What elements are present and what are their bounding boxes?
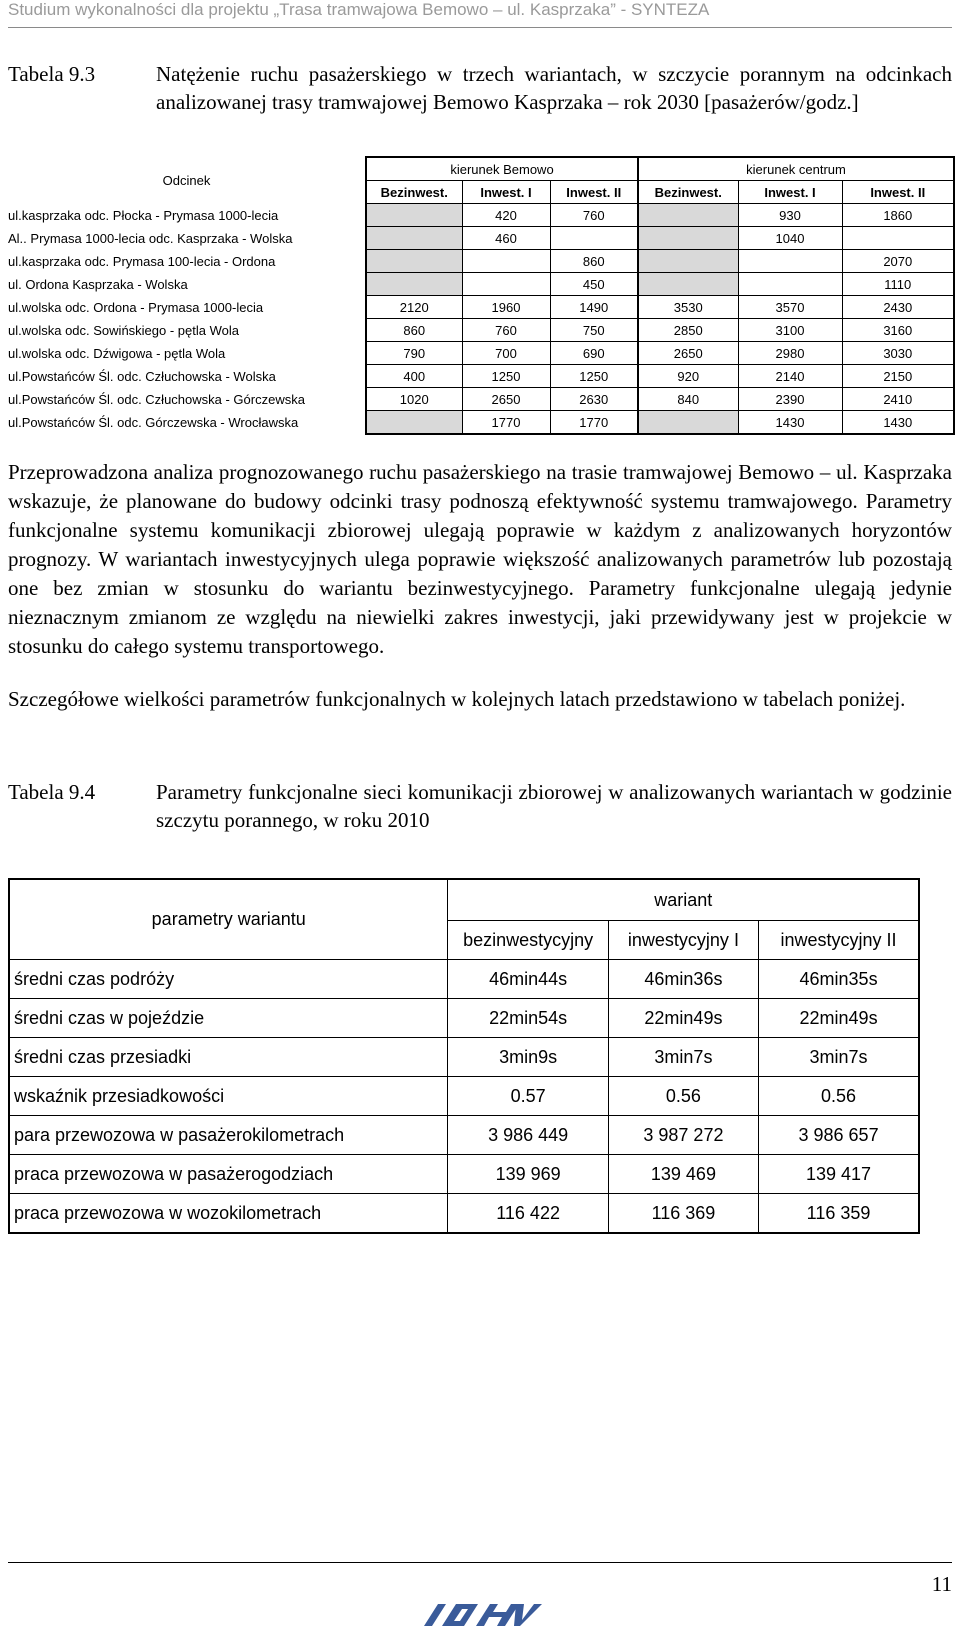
running-header: Studium wykonalności dla projektu „Trasa tramwajowa Bemowo – ul. Kasprzaka” - SYNTEZA [8,0,710,19]
table-9-3-cell: 750 [550,319,638,342]
table-9-3-segment-name: ul.Powstańców Śl. odc. Górczewska - Wrocławska [8,414,299,430]
table-9-3-cell [638,227,738,250]
table-9-4-cell: 46min44s [448,960,608,999]
table-row [8,204,954,227]
table-9-3-cell: 2650 [638,342,738,365]
table-9-3-cell: 3160 [842,319,954,342]
table-9-3-cell [366,204,462,227]
table-9-4-cell: 3 987 272 [608,1116,758,1155]
table-9-4-cell: 139 469 [608,1155,758,1194]
table-9-3-cell: 690 [550,342,638,365]
table-9-4-param-name: średni czas podróży [9,960,448,999]
table-9-3-cell: 460 [462,227,550,250]
table-9-4-param-name: para przewozowa w pasażerokilometrach [9,1116,448,1155]
table-9-4-param-name: średni czas przesiadki [9,1038,448,1077]
table-row [9,1038,919,1077]
table-9-4-subheader: inwestycyjny I [608,921,758,960]
table-row [9,1155,919,1194]
table-9-4-cell: 0.56 [608,1077,758,1116]
table-9-3-segment-name: ul.wolska odc. Ordona - Prymasa 1000-lecia [8,299,264,315]
table-9-3-segment-name: ul.Powstańców Śl. odc. Człuchowska - Górczewska [8,391,305,407]
table-9-3-cell: 790 [366,342,462,365]
table-9-4-cell: 22min49s [759,999,919,1038]
table-9-3-segment-name: ul.kasprzaka odc. Prymasa 100-lecia - Ordona [8,253,276,269]
table-9-3-cell: 3570 [738,296,842,319]
table-9-3-cell: 700 [462,342,550,365]
table-9-3-subheader: Inwest. I [462,181,550,204]
table-9-3-cell: 1040 [738,227,842,250]
table-9-4-cell: 116 422 [448,1194,608,1234]
table-9-3-cell: 3530 [638,296,738,319]
table-9-3-cell: 840 [638,388,738,411]
table-9-3-cell: 2070 [842,250,954,273]
table-row [8,296,954,319]
table-9-3-subheader: Inwest. II [550,181,638,204]
table-row [8,388,954,411]
table-9-4-cell: 22min54s [448,999,608,1038]
table-9-3-segment-name: Al.. Prymasa 1000-lecia odc. Kasprzaka - Wolska [8,230,293,246]
table-9-3-cell: 2120 [366,296,462,319]
table-9-3-cell: 1770 [550,411,638,435]
table-9-3-cell: 930 [738,204,842,227]
table-9-3-cell [738,273,842,296]
table-9-4-subheader: inwestycyjny II [759,921,919,960]
table-9-3-subheader: Bezinwest. [638,181,738,204]
table-9-3-cell: 2980 [738,342,842,365]
table-9-3-caption [8,60,952,116]
table-row [8,227,954,250]
table-9-4-cell: 139 417 [759,1155,919,1194]
table-9-3-segment-name: ul. Ordona Kasprzaka - Wolska [8,276,188,292]
table-9-3-cell [638,411,738,435]
table-row [8,250,954,273]
footer-rule [8,1562,952,1563]
table-9-3-cell: 420 [462,204,550,227]
table-9-3-cell: 2390 [738,388,842,411]
table-row [9,960,919,999]
table-9-3-cell: 400 [366,365,462,388]
table-9-3-segment-name: ul.wolska odc. Dźwigowa - pętla Wola [8,345,226,361]
table-9-3-cell: 1860 [842,204,954,227]
table-9-3-cell: 1960 [462,296,550,319]
table-9-3-cell: 1430 [738,411,842,435]
table-9-3-subheader: Bezinwest. [366,181,462,204]
table-9-3-cell [462,250,550,273]
table-9-3-body [8,204,954,435]
table-9-3-label: Tabela 9.3 [8,62,96,86]
table-9-4-cell: 3min7s [608,1038,758,1077]
table-9-3-cell: 2630 [550,388,638,411]
table-9-4-cell: 0.57 [448,1077,608,1116]
table-9-3-cell [638,250,738,273]
table-row [8,273,954,296]
table-9-4-param-name: wskaźnik przesiadkowości [9,1077,448,1116]
table-row [9,999,919,1038]
table-9-3-subheader: Inwest. II [842,181,954,204]
table-9-4-cell: 116 369 [608,1194,758,1234]
table-9-3-group-centrum: kierunek centrum [638,157,954,181]
table-9-3-cell: 860 [550,250,638,273]
table-9-3-cell: 2650 [462,388,550,411]
company-logo-icon [416,1600,546,1632]
table-9-4-label: Tabela 9.4 [8,780,96,804]
body-paragraph-2: Szczegółowe wielkości parametrów funkcjonalnych w kolejnych latach przedstawiono w tabelach poniżej. [8,687,906,711]
table-9-4-cell: 3min7s [759,1038,919,1077]
table-9-4-param-name: praca przewozowa w pasażerogodziach [9,1155,448,1194]
table-9-3-cell [550,227,638,250]
table-9-3-cell: 2430 [842,296,954,319]
table-9-3-cell: 2850 [638,319,738,342]
table-9-3-cell: 860 [366,319,462,342]
table-9-3-cell: 2140 [738,365,842,388]
table-9-4-cell: 46min35s [759,960,919,999]
table-9-4-cell: 139 969 [448,1155,608,1194]
table-9-3-cell: 1020 [366,388,462,411]
table-9-4-cell: 116 359 [759,1194,919,1234]
table-9-3-cell [366,273,462,296]
table-9-3-caption-text: Natężenie ruchu pasażerskiego w trzech wariantach, w szczycie porannym na odcinkach analizowanej trasy tramwajowej Bemowo Kasprzaka – rok 2030 [pasażerów/godz.] [156,62,952,114]
table-9-3-cell: 1430 [842,411,954,435]
table-9-4-cell: 3 986 449 [448,1116,608,1155]
table-9-3-cell: 760 [550,204,638,227]
body-paragraph-1: Przeprowadzona analiza prognozowanego ruchu pasażerskiego na trasie tramwajowej Bemowo – ul. Kasprzaka wskazuje, że planowane do budowy odcinki trasy podnoszą efektywność systemu tramwajowego. Parametry funkcjonalne systemu komunikacji zbiorowej ulegają poprawie w każdym z analizowanych horyzontów prognozy. W wariantach inwestycyjnych ulega poprawie większość analizowanych parametrów lub pozostają one bez zmian w stosunku do wariantu bezinwestycyjnego. Parametry funkcjonalne ulegają jedynie nieznacznym zmianom ze względu na niewielki zakres inwestycji, jaki przewidywany jest w projekcie w stosunku do całego systemu transportowego. [8,460,952,658]
table-9-4-cell: 46min36s [608,960,758,999]
table-9-4-param-name: średni czas w pojeździe [9,999,448,1038]
table-9-4-param-name: praca przewozowa w wozokilometrach [9,1194,448,1234]
table-9-4-cell: 22min49s [608,999,758,1038]
table-9-3-cell: 1250 [462,365,550,388]
table-9-3-cell: 2150 [842,365,954,388]
table-row [9,1077,919,1116]
table-9-3-cell [738,250,842,273]
table-9-3-cell: 1110 [842,273,954,296]
table-9-3-cell [462,273,550,296]
table-9-4-caption [8,778,952,834]
table-9-3-cell: 920 [638,365,738,388]
table-9-3-cell [638,204,738,227]
table-9-3-cell [366,411,462,435]
table-row [9,1194,919,1234]
table-9-3-segment-name: ul.Powstańców Śl. odc. Człuchowska - Wolska [8,368,276,384]
page-number: 11 [931,1572,952,1596]
table-9-3-cell: 1770 [462,411,550,435]
table-row [8,365,954,388]
table-9-3-cell [366,227,462,250]
table-9-3-segment-name: ul.kasprzaka odc. Płocka - Prymasa 1000-lecia [8,207,279,223]
table-9-3-cell: 1490 [550,296,638,319]
table-9-4-body [9,960,919,1234]
table-9-3-group-bemowo: kierunek Bemowo [366,157,638,181]
table-9-3-subheader: Inwest. I [738,181,842,204]
table-9-4-caption-text: Parametry funkcjonalne sieci komunikacji zbiorowej w analizowanych wariantach w godzinie szczytu porannego, w roku 2010 [156,780,952,832]
table-row [9,1116,919,1155]
table-9-3-cell [366,250,462,273]
table-9-3 [8,156,955,435]
table-row [8,342,954,365]
table-9-3-cell: 760 [462,319,550,342]
table-9-3-cell: 3100 [738,319,842,342]
table-9-4 [8,878,920,1234]
table-9-3-cell: 450 [550,273,638,296]
table-9-3-segment-name: ul.wolska odc. Sowińskiego - pętla Wola [8,322,239,338]
table-9-3-odcinek-header: Odcinek [162,172,211,188]
header-rule [8,27,952,28]
table-9-4-group-wariant: wariant [448,879,919,921]
table-row [8,411,954,435]
table-9-3-cell [842,227,954,250]
table-9-4-cell: 0.56 [759,1077,919,1116]
table-9-3-cell: 3030 [842,342,954,365]
table-9-4-cell: 3min9s [448,1038,608,1077]
table-9-4-cell: 3 986 657 [759,1116,919,1155]
table-9-3-cell: 1250 [550,365,638,388]
table-9-4-param-header: parametry wariantu [9,879,448,960]
table-row [8,319,954,342]
table-9-3-cell: 2410 [842,388,954,411]
table-9-3-cell [638,273,738,296]
table-9-4-subheader: bezinwestycyjny [448,921,608,960]
